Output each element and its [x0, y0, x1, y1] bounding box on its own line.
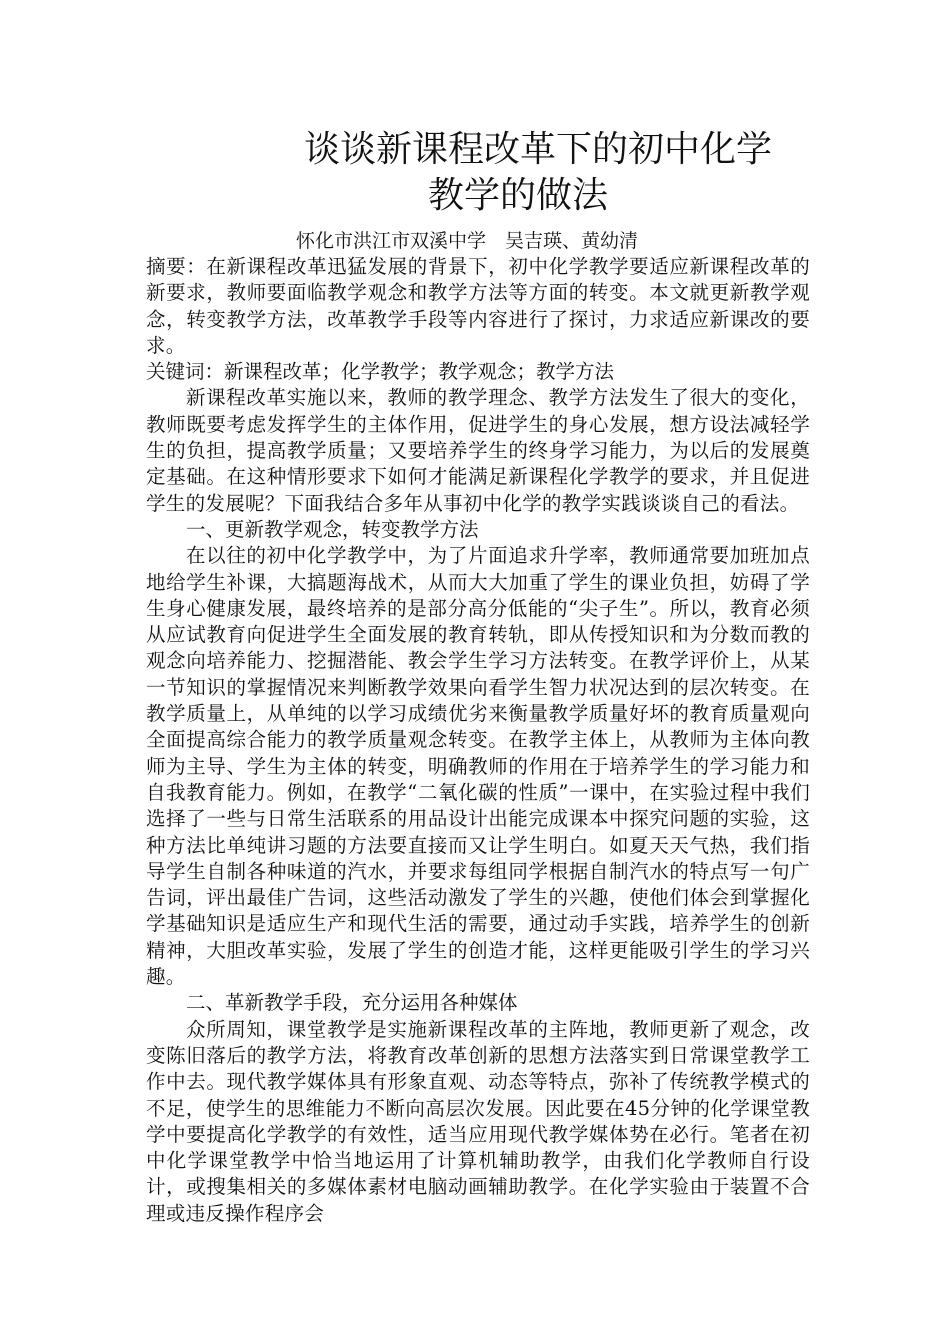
- paper-title-line2: 教学的做法: [427, 175, 608, 216]
- abstract-paragraph: 摘要：在新课程改革迅猛发展的背景下，初中化学教学要适应新课程改革的新要求，教师要面临教学观念和教学方法等方面的转变。本文就更新教学观念，转变教学方法，改革教学手段等内容进行了探讨，力求适应新课改的要求。: [146, 255, 810, 357]
- section1-heading: 一、更新教学观念，转变教学方法: [186, 517, 479, 541]
- keywords-line: 关键词：新课程改革；化学教学；教学观念；教学方法: [146, 360, 615, 384]
- paper-title-line1: 谈谈新课程改革下的初中化学: [303, 129, 772, 170]
- author-line: 怀化市洪江市双溪中学 吴吉瑛、黄幼清: [296, 230, 639, 252]
- section2-paragraph: 众所周知，课堂教学是实施新课程改革的主阵地，教师更新了观念，改变陈旧落后的教学方法，将教育改革创新的思想方法落实到日常课堂教学工作中去。现代教学媒体具有形象直观、动态等特点，弥补了传统教学模式的不足，使学生的思维能力不断向高层次发展。因此要在45分钟的化学课堂教学中要提高化学教学的有效性，适当应用现代教学媒体势在必行。笔者在初中化学课堂教学中恰当地运用了计算机辅助教学，由我们化学教师自行设计，或搜集相关的多媒体素材电脑动画辅助教学。在化学实验由于装置不合理或违反操作程序会: [146, 1017, 810, 1225]
- section2-heading: 二、革新教学手段，充分运用各种媒体: [186, 991, 518, 1015]
- intro-paragraph: 新课程改革实施以来，教师的教学理念、教学方法发生了很大的变化，教师既要考虑发挥学生的主体作用，促进学生的身心发展，想方设法减轻学生的负担，提高教学质量；又要培养学生的终身学习能力，为以后的发展奠定基础。在这种情形要求下如何才能满足新课程化学教学的要求，并且促进学生的发展呢？下面我结合多年从事初中化学的教学实践谈谈自己的看法。: [146, 386, 810, 515]
- section1-paragraph: 在以往的初中化学教学中，为了片面追求升学率，教师通常要加班加点地给学生补课，大搞题海战术，从而大大加重了学生的课业负担，妨碍了学生身心健康发展，最终培养的是部分高分低能的“尖子生”。所以，教育必须从应试教育向促进学生全面发展的教育转轨，即从传授知识和为分数而教的观念向培养能力、挖掘潜能、教会学生学习方法转变。在教学评价上，从某一节知识的掌握情况来判断教学效果向看学生智力状况达到的层次转变。在教学质量上，从单纯的以学习成绩优劣来衡量教学质量好坏的教育质量观向全面提高综合能力的教学质量观念转变。在教学主体上，从教师为主体向教师为主导、学生为主体的转变，明确教师的作用在于培养学生的学习能力和自我教育能力。例如，在教学“二氧化碳的性质”一课中，在实验过程中我们选择了一些与日常生活联系的用品设计出能完成课本中探究问题的实验，这种方法比单纯讲习题的方法要直接而又让学生明白。如夏天天气热，我们指导学生自制各种味道的汽水，并要求每组同学根据自制汽水的特点写一句广告词，评出最佳广告词，这些活动激发了学生的兴趣，使他们体会到掌握化学基础知识是适应生产和现代生活的需要，通过动手实践，培养学生的创新精神，大胆改革实验，发展了学生的创造才能，这样更能吸引学生的学习兴趣。: [146, 544, 810, 989]
